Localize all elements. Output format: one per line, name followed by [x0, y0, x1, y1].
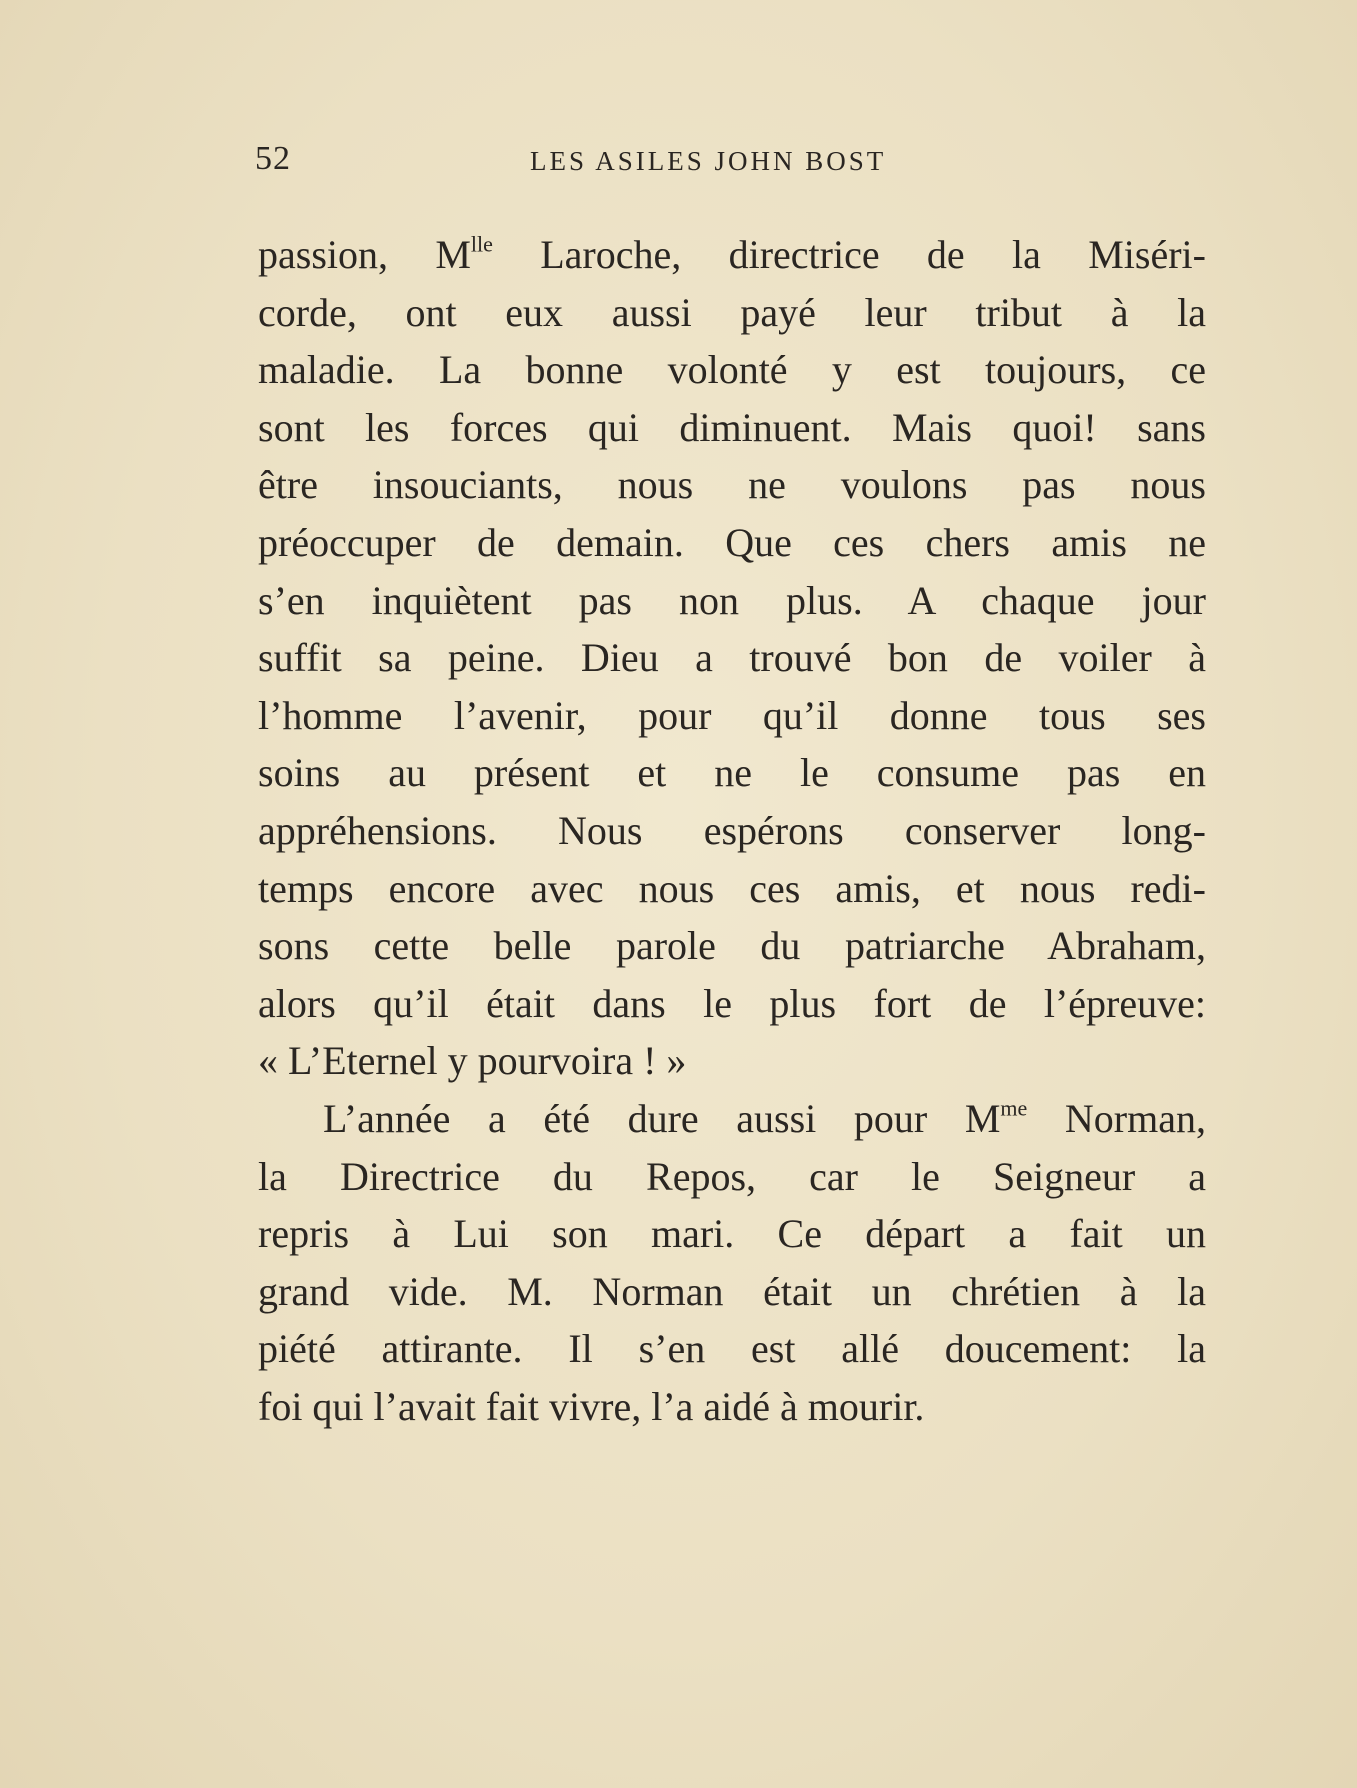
text-line: l’homme l’avenir, pour qu’il donne tous ses [258, 692, 1206, 738]
text-line: L’année a été dure aussi pour $M^{me}$ Norman, [323, 1095, 1206, 1141]
text-line: foi qui l’avait fait vivre, l’a aidé à mourir. [258, 1383, 925, 1429]
text-line: corde, ont eux aussi payé leur tribut à la [258, 289, 1206, 335]
text-line: piété attirante. Il s’en est allé doucement: la [258, 1326, 1206, 1372]
body-text [258, 226, 1206, 1435]
text-line: alors qu’il était dans le plus fort de l’épreuve: [258, 980, 1206, 1026]
text-line: sons cette belle parole du patriarche Abraham, [258, 923, 1206, 969]
text-line: s’en inquiètent pas non plus. A chaque jour [258, 577, 1206, 623]
text-line: la Directrice du Repos, car le Seigneur a [258, 1153, 1206, 1199]
text-line: soins au présent et ne le consume pas en [258, 750, 1206, 796]
text-line: appréhensions. Nous espérons conserver long- [258, 807, 1206, 853]
running-title: LES ASILES JOHN BOST [530, 146, 887, 176]
page-number: 52 [255, 140, 291, 177]
text-line: sont les forces qui diminuent. Mais quoi! sans [258, 404, 1206, 450]
text-line: repris à Lui son mari. Ce départ a fait un [258, 1211, 1206, 1257]
text-line: grand vide. M. Norman était un chrétien à la [258, 1268, 1206, 1314]
text-line: être insouciants, nous ne voulons pas nous [258, 462, 1206, 508]
running-head [255, 140, 1257, 180]
text-line: « L’Eternel y pourvoira ! » [258, 1038, 687, 1084]
text-line: préoccuper de demain. Que ces chers amis ne [258, 519, 1206, 565]
text-line: passion, $M^{lle}$ Laroche, directrice de la Miséri- [258, 231, 1206, 277]
text-line: maladie. La bonne volonté y est toujours, ce [258, 347, 1206, 393]
text-line: suffit sa peine. Dieu a trouvé bon de voiler à [258, 635, 1206, 681]
text-line: temps encore avec nous ces amis, et nous redi- [258, 865, 1206, 911]
